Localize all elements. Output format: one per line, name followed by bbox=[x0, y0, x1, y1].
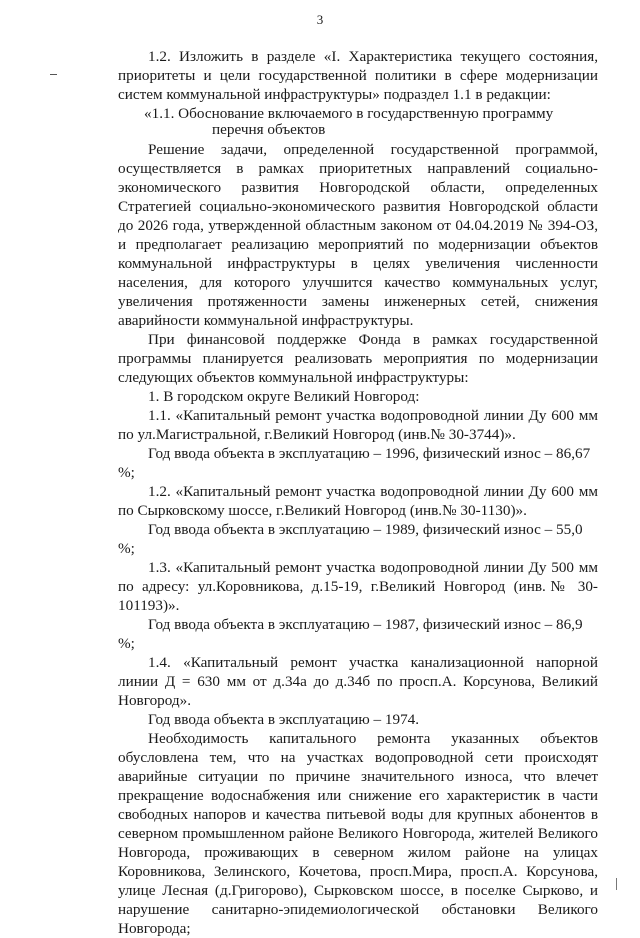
paragraph-necessity: Необходимость капитального ремонта указанных объектов обусловлена тем, что на участках водопроводной сети происходят аварийные ситуации по причине значительного износа, что влечет прекращение водоснабжения или снижение его характеристик в части свободных напоров и качества питьевой воды для крупных абонентов в северном промышленном районе Великого Новгорода, жителей Великого Новгорода, проживающих в северном жилом районе на улицах Коровникова, Зелинского, Кочетова, просп.Мира, просп.А. Корсунова, улице Лесная (д.Григорово), Сырковском шоссе, в поселке Сырково, и нарушение санитарно-эпидемиологической обстановки Великого Новгорода; bbox=[118, 730, 598, 937]
paragraph-year-1-4: Год ввода объекта в эксплуатацию – 1974. bbox=[148, 711, 420, 728]
subsection-heading bbox=[118, 106, 598, 138]
margin-mark-bottom bbox=[616, 878, 617, 890]
paragraph-year-1-3: Год ввода объекта в эксплуатацию – 1987, физический износ – 86,9 %; bbox=[118, 616, 583, 652]
paragraph-financial-support: При финансовой поддержке Фонда в рамках государственной программы планируется реализовать мероприятия по модернизации следующих объектов коммунальной инфраструктуры: bbox=[118, 331, 598, 386]
subsection-heading-line2: перечня объектов bbox=[212, 121, 326, 138]
margin-mark bbox=[50, 74, 57, 75]
paragraph-amendment: 1.2. Изложить в разделе «I. Характеристика текущего состояния, приоритеты и цели государственной политики в сфере модернизации систем коммунальной инфраструктуры» подраздел 1.1 в редакции: bbox=[118, 48, 598, 103]
paragraph-item-1-3: 1.3. «Капитальный ремонт участка водопроводной линии Ду 500 мм по адресу: ул.Коровникова, д.15-19, г.Великий Новгород (инв.№ 30-101193)». bbox=[118, 559, 598, 614]
paragraph-year-1-2: Год ввода объекта в эксплуатацию – 1989, физический износ – 55,0 %; bbox=[118, 521, 583, 557]
paragraph-item-1-1: 1.1. «Капитальный ремонт участка водопроводной линии Ду 600 мм по ул.Магистральной, г.Великий Новгород (инв.№ 30-3744)». bbox=[118, 407, 598, 443]
document-body bbox=[118, 47, 598, 938]
subsection-heading-line1: «1.1. Обоснование включаемого в государственную программу bbox=[144, 105, 554, 122]
paragraph-task-solution: Решение задачи, определенной государственной программой, осуществляется в рамках приоритетных направлений социально-экономического развития Новгородской области, определенных Стратегией социально-экономического развития Новгородской области до 2026 года, утвержденной областным законом от 04.04.2019 № 394-ОЗ, и предполагает реализацию мероприятий по модернизации объектов коммунальной инфраструктуры в целях увеличения численности населения, для которого улучшится качество коммунальных услуг, увеличения протяженности замены инженерных сетей, снижения аварийности коммунальной инфраструктуры. bbox=[118, 141, 598, 329]
page-number: 3 bbox=[316, 12, 324, 27]
paragraph-item-1-4: 1.4. «Капитальный ремонт участка канализационной напорной линии Д = 630 мм от д.34а до д.34б по просп.А. Корсунова, Великий Новгород». bbox=[118, 654, 598, 709]
paragraph-city-district: 1. В городском округе Великий Новгород: bbox=[148, 388, 420, 405]
paragraph-item-1-2: 1.2. «Капитальный ремонт участка водопроводной линии Ду 600 мм по Сырковскому шоссе, г.Великий Новгород (инв.№ 30-1130)». bbox=[118, 483, 598, 519]
paragraph-year-1-1: Год ввода объекта в эксплуатацию – 1996, физический износ – 86,67 %; bbox=[118, 445, 591, 481]
